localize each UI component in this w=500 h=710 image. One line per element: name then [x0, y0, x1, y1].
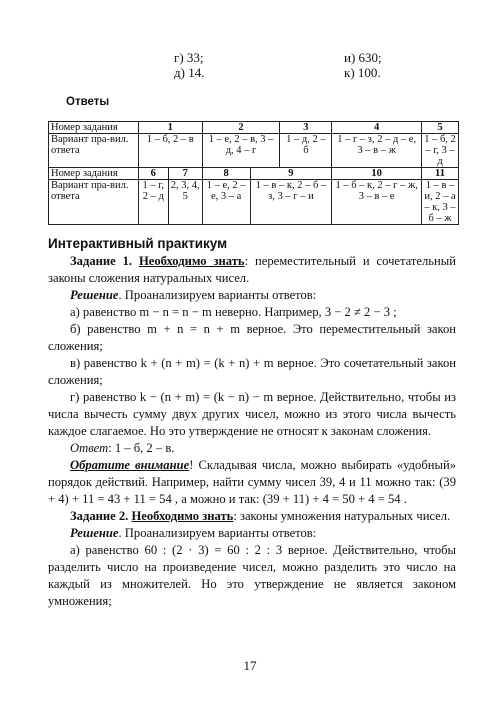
- task-number-10: 10: [332, 168, 422, 180]
- section-title: Интерактивный практикум: [48, 236, 228, 251]
- attention-text: ! Складывая числа, можно выбирать «удобный» порядок действий. Например, найти сумму чисел 39, 4 и 11 можно так: (39 + 4) + 11 = 43 + 11 = 54 , а можно и так: (39 + 11) + 4 = 50 + 4 = 54 .: [48, 458, 456, 506]
- task-number-1: 1: [138, 122, 202, 134]
- answer-cell-10: 1 – б – к, 2 – г – ж, 3 – в – е: [332, 180, 422, 225]
- table-header-cell: Номер задания: [49, 122, 139, 134]
- task-number-7: 7: [168, 168, 202, 180]
- table-header-cell: Номер задания: [49, 168, 139, 180]
- task1-text: : переместительный и сочетательный законы сложения натуральных чисел.: [48, 254, 456, 285]
- task2-option-a: а) равенство 60 : (2 · 3) = 60 : 2 : 3 верное. Действительно, чтобы разделить число на произведение чисел, можно разделить это число на каждый из множителей. Но это утверждение не является законом умножения;: [48, 543, 456, 608]
- page-number: 17: [243, 658, 257, 673]
- answer-cell-6: 1 – г, 2 – д: [138, 180, 168, 225]
- answer-cell-7: 2, 3, 4, 5: [168, 180, 202, 225]
- table-row: [49, 168, 459, 180]
- table-row: [49, 122, 459, 134]
- task2-statement: [48, 508, 456, 525]
- answer-cell-4: 1 – г – з, 2 – д – е, 3 – в – ж: [332, 134, 422, 168]
- task-number-5: 5: [422, 122, 459, 134]
- practicum-body: [48, 253, 456, 610]
- task-number-11: 11: [422, 168, 459, 180]
- answer-i: и) 630;: [344, 50, 382, 65]
- task2-must-know: Необходимо знать: [131, 509, 234, 523]
- table-row: [49, 180, 459, 225]
- answer-d: д) 14.: [174, 65, 205, 80]
- answer-cell-5: 1 – б, 2 – г, 3 – д: [422, 134, 459, 168]
- task1-answer: [48, 440, 456, 457]
- answer-cell-11: 1 – в – и, 2 – а – к, 3 – б – ж: [422, 180, 459, 225]
- task1-answer-label: Ответ: [70, 441, 109, 455]
- task1-must-know: Необходимо знать: [138, 254, 245, 268]
- answer-cell-2: 1 – е, 2 – в, 3 – д, 4 – г: [202, 134, 280, 168]
- task-number-3: 3: [280, 122, 332, 134]
- answer-cell-3: 1 – д, 2 – б: [280, 134, 332, 168]
- answer-k: к) 100.: [344, 65, 381, 80]
- task-number-6: 6: [138, 168, 168, 180]
- task1-solution: [48, 287, 456, 304]
- task1-option-g: г) равенство k − (n + m) = (k − n) − m верное. Действительно, чтобы из числа вычесть сумму двух других чисел, можно из этого числа вычесть каждое слагаемое. Но это утверждение не относят к законам сложения.: [48, 390, 456, 438]
- answer-cell-8: 1 – е, 2 – е, 3 – а: [202, 180, 250, 225]
- task-number-8: 8: [202, 168, 250, 180]
- task2-solution-text: . Проанализируем варианты ответов:: [118, 526, 317, 540]
- task1-solution-label: Решение: [70, 288, 119, 302]
- attention-label: Обратите внимание: [70, 458, 190, 472]
- task1-solution-text: . Проанализируем варианты ответов:: [118, 288, 317, 302]
- task-number-2: 2: [202, 122, 280, 134]
- task1-option-v: в) равенство k + (n + m) = (k + n) + m верное. Это сочетательный закон сложения;: [48, 356, 456, 387]
- task-number-9: 9: [250, 168, 332, 180]
- answer-cell-1: 1 – б, 2 – в: [138, 134, 202, 168]
- task1-option-b: б) равенство m + n = n + m верное. Это переместительный закон сложения;: [48, 322, 456, 353]
- task1-statement: [48, 253, 456, 287]
- table-header-cell: Вариант пра-вил. ответа: [49, 134, 139, 168]
- answers-table: [48, 121, 459, 225]
- answers-heading: Ответы: [66, 96, 110, 108]
- task1-answer-text: : 1 – б, 2 – в.: [108, 441, 175, 455]
- task1-option-a: а) равенство m − n = n − m неверно. Например, 3 − 2 ≠ 2 − 3 ;: [70, 305, 397, 319]
- task2-solution-label: Решение: [70, 526, 119, 540]
- task2-solution: [48, 525, 456, 542]
- table-header-cell: Вариант пра-вил. ответа: [49, 180, 139, 225]
- task1-attention: [48, 457, 456, 508]
- answer-g: г) 33;: [174, 50, 204, 65]
- task2-text: : законы умножения натуральных чисел.: [233, 509, 451, 523]
- task2-label: Задание 2.: [70, 509, 129, 523]
- task-number-4: 4: [332, 122, 422, 134]
- task1-label: Задание 1.: [70, 254, 133, 268]
- answer-cell-9: 1 – в – к, 2 – б – з, 3 – г – и: [250, 180, 332, 225]
- table-row: [49, 134, 459, 168]
